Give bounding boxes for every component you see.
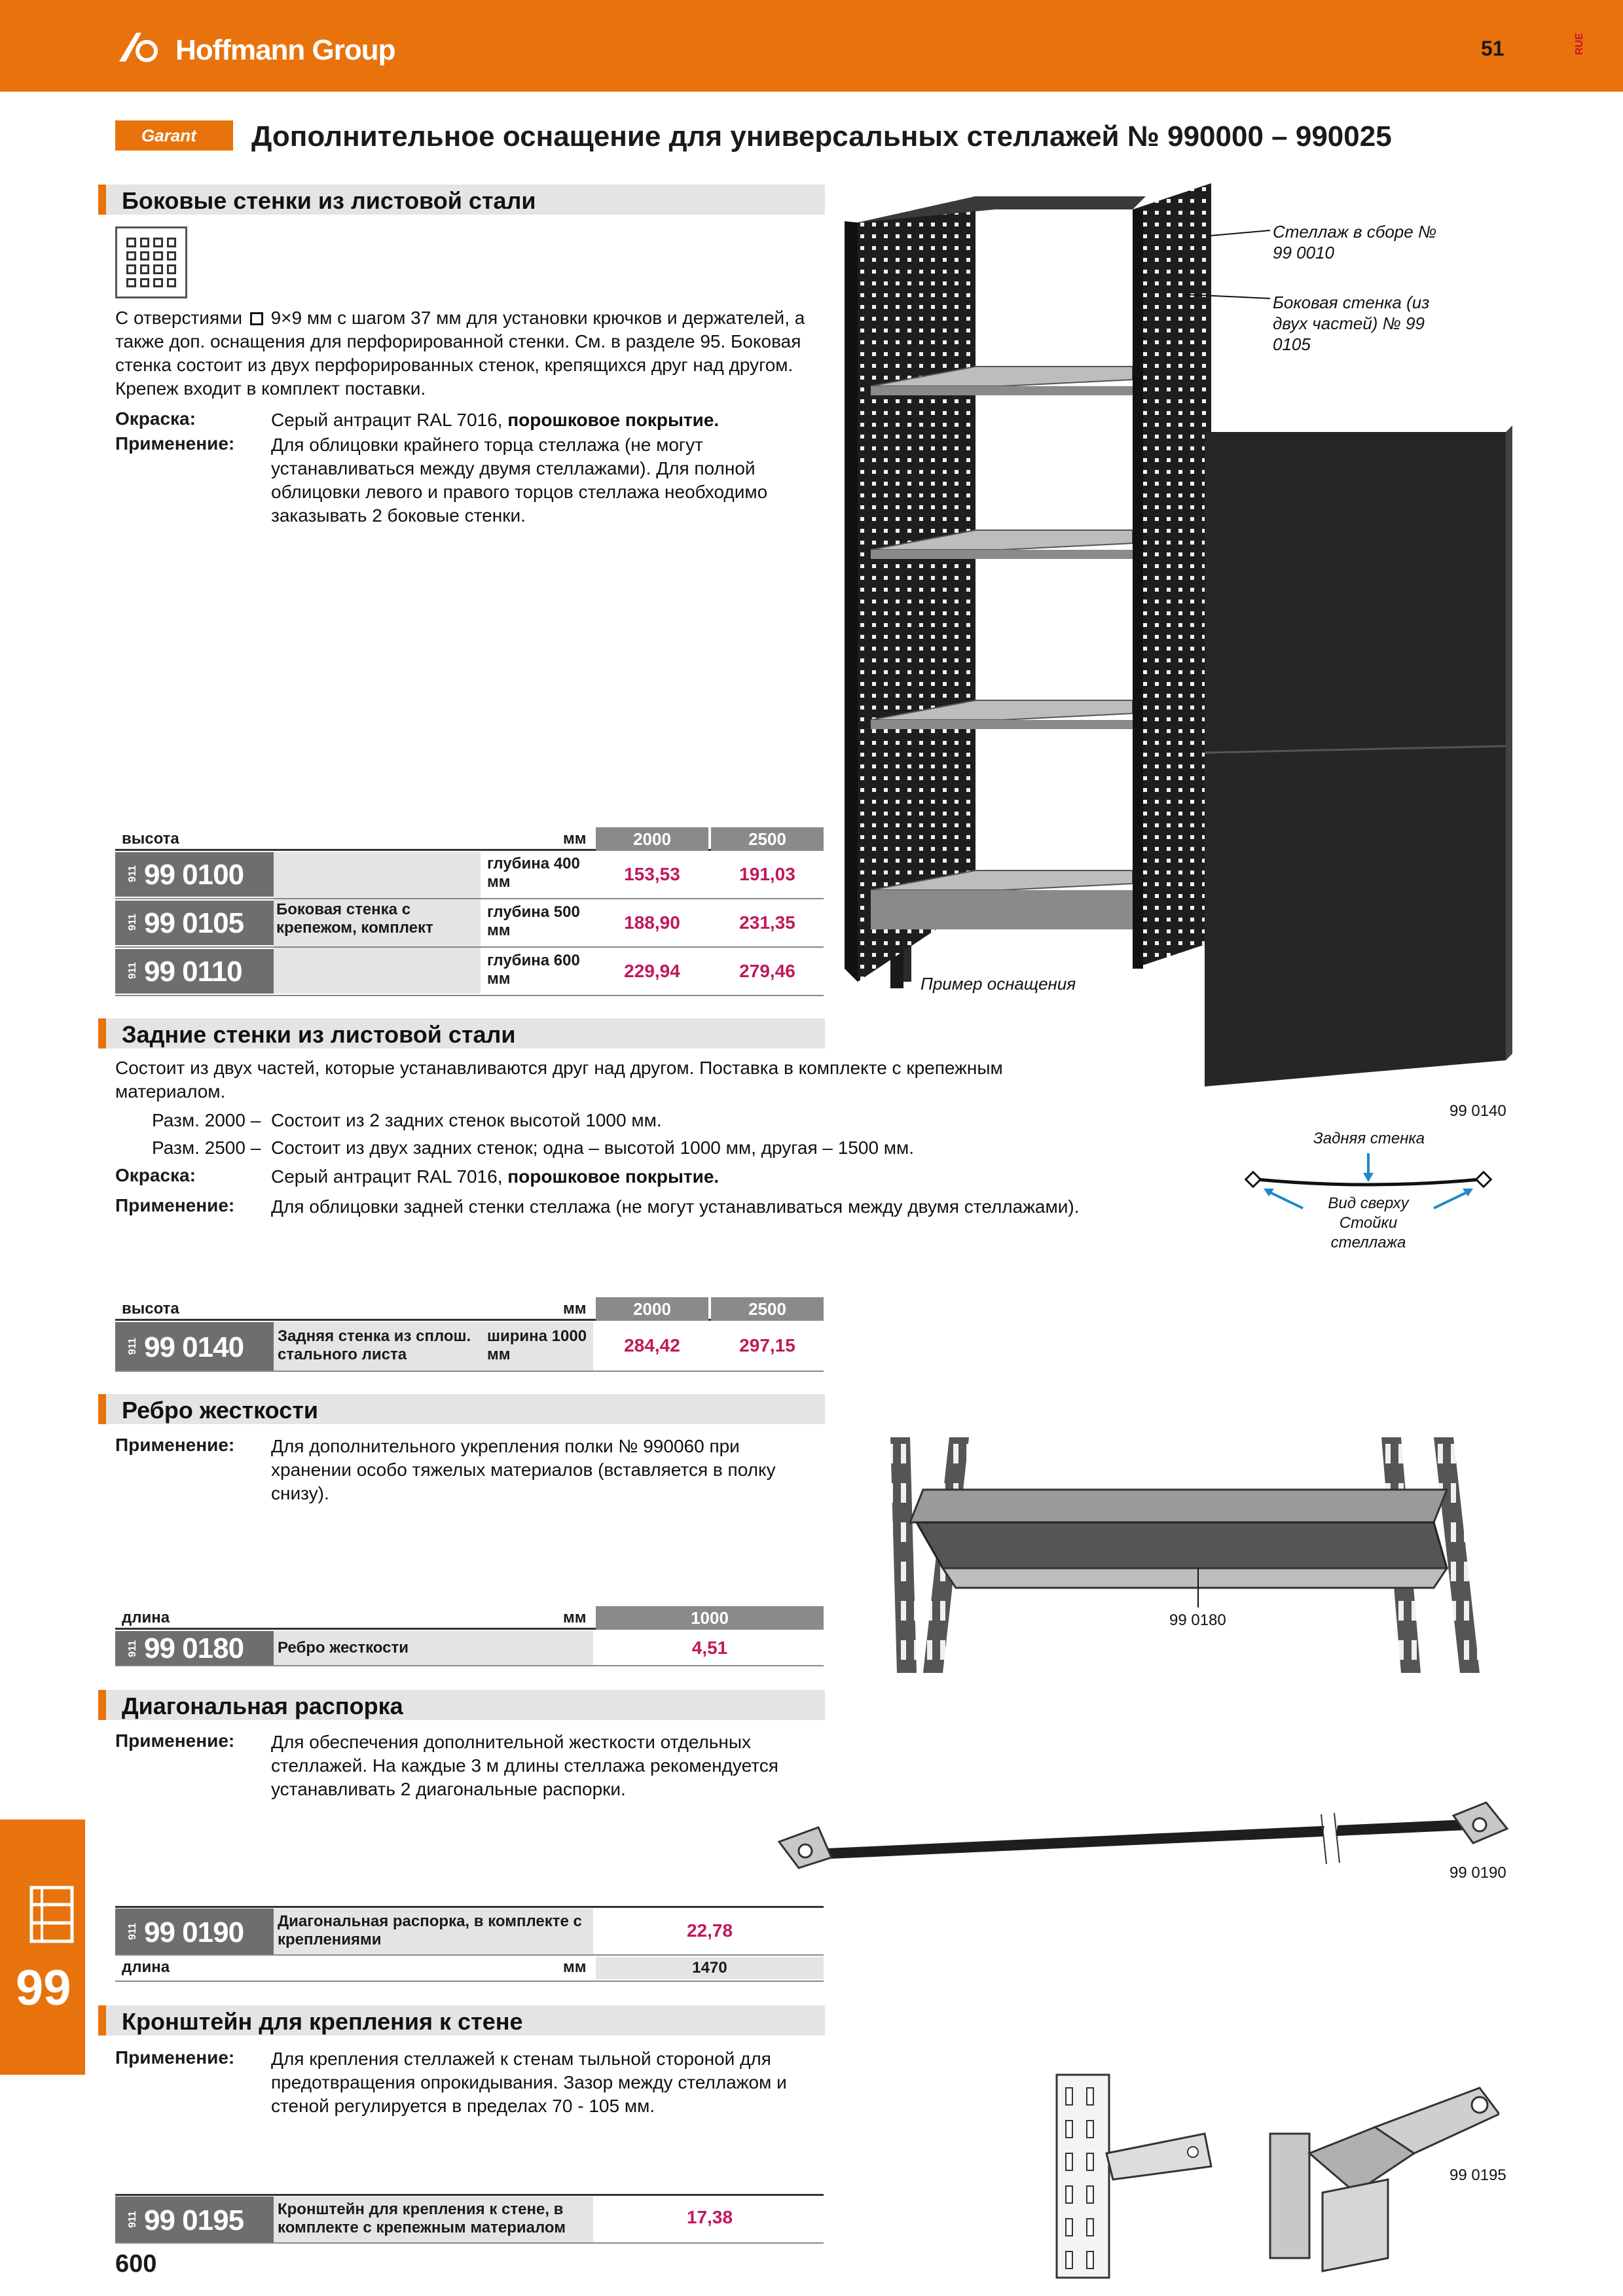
col-1000: 1000	[596, 1606, 824, 1630]
price-cell: 22,78	[686, 1920, 733, 1941]
article-box: 911 99 0105	[115, 901, 274, 945]
page-title: Дополнительное оснащение для универсальных стеллажей № 990000 – 990025	[251, 120, 1392, 152]
size-2500-label: Разм. 2500 –	[152, 1138, 261, 1158]
col-2000: 2000	[596, 827, 708, 851]
desc-cell	[274, 1631, 593, 1665]
usage-label: Применение:	[115, 433, 235, 454]
table-header	[115, 1606, 824, 1630]
section-title: Диагональная распорка	[122, 1693, 403, 1719]
usage-label: Применение:	[115, 2047, 235, 2068]
price-cell: 284,42	[624, 1335, 680, 1355]
price-cell: 153,53	[624, 864, 680, 884]
table-header	[115, 1297, 824, 1321]
section-title: Боковые стенки из листовой стали	[122, 187, 536, 214]
desc-cell	[274, 1909, 593, 1954]
row-description: Кронштейн для крепления к стене, в комплекте с крепежным материалом	[278, 2200, 566, 2236]
row-description: Боковая стенка с крепежом, комплект	[276, 901, 433, 937]
spec-cell: глубина 400 мм	[487, 855, 580, 891]
price-cell: 297,15	[739, 1335, 795, 1355]
unit-label: мм	[563, 1609, 587, 1626]
unit-label: мм	[563, 1958, 587, 1976]
top-view-label: Вид сверху Стойки стеллажа	[1328, 1194, 1409, 1251]
image-number: 99 0190	[1450, 1864, 1506, 1882]
spec-cell: глубина 600 мм	[487, 952, 580, 988]
section-header-wall-bracket	[98, 2005, 825, 2036]
usage-label: Применение:	[115, 1435, 235, 1455]
square-hole-icon	[250, 312, 263, 325]
article-number: 99 0195	[144, 2204, 244, 2236]
desc-cell	[274, 852, 481, 994]
paint-label: Окраска:	[115, 408, 196, 429]
unit-label: мм	[563, 830, 587, 848]
col-2500: 2500	[711, 1297, 824, 1321]
language-code: RUE	[1574, 33, 1585, 55]
price-cell: 231,35	[739, 912, 795, 933]
param-label: длина	[122, 1609, 170, 1626]
article-number: 99 0180	[144, 1632, 244, 1664]
col-2500: 2500	[711, 827, 824, 851]
usage-value: Для крепления стеллажей к стенам тыльной стороной для предотвращения опрокидывания. Зазор между стеллажом и стеной регулируется в пределах 70 - 105 мм.	[271, 2049, 787, 2116]
param-label: высота	[122, 1300, 179, 1318]
unit-label: мм	[563, 1300, 587, 1318]
garant-badge: Garant	[115, 120, 233, 151]
article-number: 99 0190	[144, 1916, 244, 1948]
article-box: 911 99 0195	[115, 2197, 274, 2242]
section-header-side-walls	[98, 185, 825, 215]
price-cell: 229,94	[624, 961, 680, 981]
desc-cell	[274, 2197, 593, 2242]
usage-value: Для дополнительного укрепления полки № 990060 при хранении особо тяжелых материалов (вставляется в полку снизу).	[271, 1436, 776, 1503]
spec-cell: глубина 500 мм	[487, 903, 580, 939]
price-cell: 17,38	[686, 2207, 733, 2227]
wall-bracket-illustration	[1048, 2062, 1499, 2284]
price-cell: 279,46	[739, 961, 795, 981]
brand-name: Hoffmann Group	[175, 34, 395, 66]
section-title: Ребро жесткости	[122, 1397, 318, 1424]
size-2000-label: Разм. 2000 –	[152, 1110, 261, 1130]
section-tab[interactable]	[0, 1820, 85, 2075]
hoffmann-logo-icon	[117, 29, 172, 65]
desc-cell	[274, 1322, 481, 1371]
paint-value: Серый антрацит RAL 7016, порошковое покрытие.	[271, 1166, 720, 1187]
stiffener-illustration	[871, 1437, 1512, 1673]
table-header	[115, 827, 824, 851]
paint-value: Серый антрацит RAL 7016, порошковое покрытие.	[271, 410, 720, 430]
side-wall-description: С отверстиями 9×9 мм с шагом 37 мм для установки крючков и держателей, а также доп. оснащения для перфорированной стенки. См. в разделе 95. Боковая стенка состоит из двух перфорированных стенок, крепящихся друг над другом. Крепеж входит в комплект поставки.	[115, 308, 805, 399]
article-box: 911 99 0140	[115, 1322, 274, 1371]
param-label: длина	[122, 1958, 170, 1976]
usage-value: Для обеспечения дополнительной жесткости отдельных стеллажей. На каждые 3 м длины стеллажа рекомендуется устанавливать 2 диагональные распорки.	[271, 1732, 778, 1799]
length-value: 1470	[596, 1957, 824, 1979]
spec-cell: ширина 1000 мм	[481, 1322, 593, 1371]
image-number: 99 0140	[1450, 1102, 1506, 1120]
perforated-panel-icon	[115, 226, 187, 298]
page-number-bottom: 600	[115, 2250, 157, 2278]
caption-example: Пример оснащения	[921, 974, 1076, 994]
top-view-back-label: Задняя стенка	[1313, 1130, 1425, 1147]
article-box: 911 99 0110	[115, 949, 274, 994]
back-wall-description: Состоит из двух частей, которые устанавливаются друг над другом. Поставка в комплекте с крепежным материалом.	[115, 1058, 1003, 1102]
shelving-icon	[29, 1885, 75, 1944]
section-header-diagonal-brace	[98, 1690, 825, 1720]
section-header-stiffener	[98, 1394, 825, 1424]
size-2500-value: Состоит из двух задних стенок; одна – высотой 1000 мм, другая – 1500 мм.	[271, 1138, 915, 1158]
section-number: 99	[16, 1960, 71, 2016]
article-number: 99 0105	[144, 907, 244, 939]
article-number: 99 0100	[144, 859, 244, 891]
article-box: 911 99 0180	[115, 1631, 274, 1665]
row-description: Ребро жесткости	[278, 1639, 409, 1657]
price-cell: 188,90	[624, 912, 680, 933]
param-label: высота	[122, 830, 179, 848]
length-row	[115, 1957, 824, 1981]
price-cell: 191,03	[739, 864, 795, 884]
section-title: Задние стенки из листовой стали	[122, 1021, 516, 1048]
image-number: 99 0180	[1169, 1611, 1226, 1629]
article-number: 99 0140	[144, 1331, 244, 1363]
row-description: Задняя стенка из сплош. стального листа	[278, 1327, 471, 1363]
image-number: 99 0195	[1450, 2166, 1506, 2184]
section-header-back-walls	[98, 1018, 825, 1049]
caption-side-wall: Боковая стенка (из двух частей) № 99 0105	[1273, 293, 1430, 354]
row-description: Диагональная распорка, в комплекте с креплениями	[278, 1912, 582, 1948]
usage-value: Для облицовки крайнего торца стеллажа (не могут устанавливаться между двумя стеллажами). Для полной облицовки левого и правого торцов стеллажа необходимо заказывать 2 боковые стенки.	[271, 435, 768, 526]
usage-label: Применение:	[115, 1731, 235, 1751]
caption-assembled: Стеллаж в сборе № 99 0010	[1273, 222, 1437, 262]
price-cell: 4,51	[691, 1638, 728, 1658]
size-2000-value: Состоит из 2 задних стенок высотой 1000 мм.	[271, 1110, 662, 1130]
article-box: 911 99 0100	[115, 852, 274, 897]
page-number-top: 51	[1481, 37, 1504, 60]
article-box: 911 99 0190	[115, 1909, 274, 1954]
col-2000: 2000	[596, 1297, 708, 1321]
section-title: Кронштейн для крепления к стене	[122, 2008, 523, 2035]
article-number: 99 0110	[144, 956, 242, 988]
usage-label: Применение:	[115, 1195, 235, 1215]
diagonal-brace-illustration	[773, 1787, 1512, 1878]
usage-value: Для облицовки задней стенки стеллажа (не могут устанавливаться между двумя стеллажами).	[271, 1196, 1080, 1217]
paint-label: Окраска:	[115, 1165, 196, 1185]
